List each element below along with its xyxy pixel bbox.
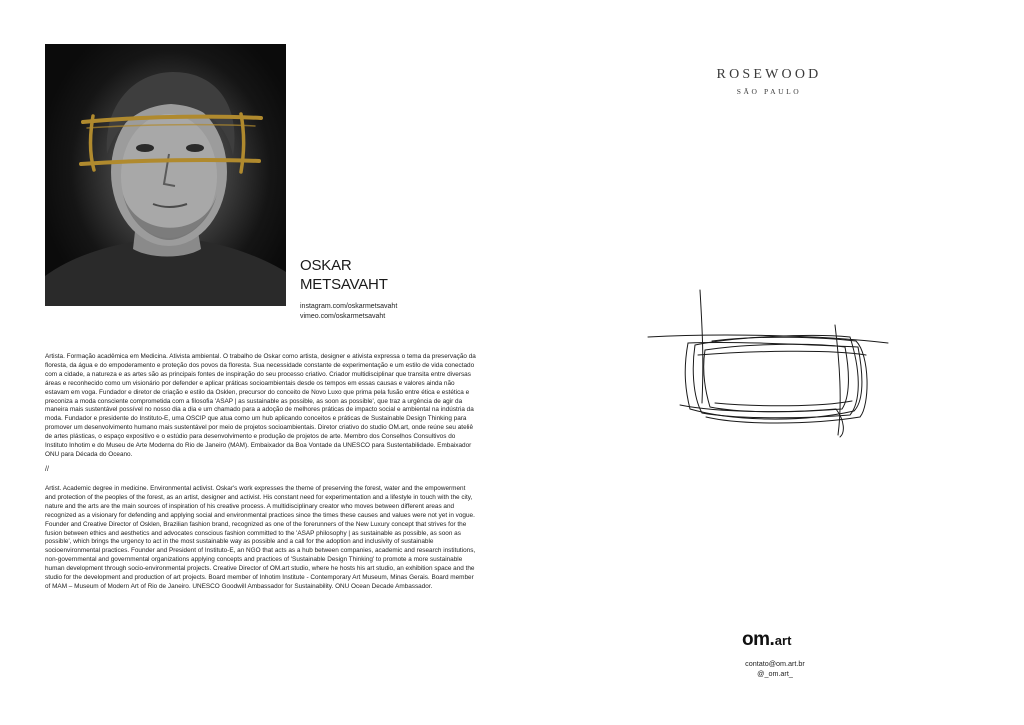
rosewood-logo (688, 67, 850, 96)
contact-handle[interactable]: @_om.art_ (757, 669, 793, 678)
signature-scribble (640, 285, 900, 445)
artist-links (300, 302, 397, 321)
studio-contact (735, 659, 815, 679)
artist-portrait (45, 44, 286, 306)
artist-name-last: METSAVAHT (300, 276, 388, 293)
omart-logo-art: art (774, 633, 792, 648)
omart-logo-dot: . (769, 629, 775, 650)
instagram-link[interactable]: instagram.com/oskarmetsavaht (300, 303, 398, 310)
artist-name-first: OSKAR (300, 257, 352, 274)
artist-name (300, 256, 480, 294)
omart-logo (742, 629, 791, 651)
portrait-illustration (45, 44, 286, 306)
bio-english: Artist. Academic degree in medicine. Environmental activist. Oskar's work expresses the theme of preserving the forest, water and the empowerment and protection of the peoples of the forest, as an artist, designer and activist. His constant need for experimentation and a lifestyle in touch with the city, nature and the arts are the main sources of inspiration of his creative process. A multidisciplinary creator who moves between different areas and recognized as a visionary for defending and applying social and environmental practices since the times these causes and values were not yet in vogue. Founder and Creative Director of Osklen, Brazilian fashion brand, recognized as one of the forerunners of the New Luxury concept that strives for the fusion between ethics and aesthetics and advocates conscious fashion committed to the 'ASAP philosophy | as sustainable as possible, as soon as possible', which brings the urgency to act in the most sustainable way as possible and a call for the adoption and inclusivity of sustainable socioenvironmental practices. Founder and President of Instituto-E, an NGO that acts as a hub between companies, academic and research institutions, non-governmental and governmental organizations applying concepts and practices of 'Sustainable Design Thinking' to promote a more sustainable human development through socio-environmental projects. Creative Director of OM.art studio, where he hosts his art studio, an exhibition space and the studio for the development and production of art projects. Board member of Inhotim Institute - Contemporary Art Museum, Minas Gerais. Board member of MAM – Museum of Modern Art of Rio de Janeiro. UNESCO Goodwill Ambassador for Sustainability. ONU Ocean Decade Ambassador. (45, 485, 476, 590)
contact-email[interactable]: contato@om.art.br (745, 659, 805, 668)
language-separator: // (45, 466, 49, 473)
bio-portuguese: Artista. Formação acadêmica em Medicina. Ativista ambiental. O trabalho de Oskar como artista, designer e ativista expressa o tema da preservação da floresta, da água e do empoderamento e proteção dos povos da floresta. Sua necessidade constante de experimentação e um estilo de vida conectado com a cidade, a natureza e as artes são as principais fontes de inspiração do seu processo criativo. Criador multidisciplinar que transita entre diversas áreas e reconhecido como um visionário por defender e aplicar práticas socioambientais desde os tempos em essas causas e valores ainda não estavam em voga. Fundador e diretor de criação e estilo da Osklen, precursor do conceito de Novo Luxo que prima pela fusão entre ética e estética e preconiza a moda consciente comprometida com a filosofia 'ASAP | as sustainable as possible, as soon as possible', que traz a urgência de agir da maneira mais sustentável possível no nosso dia a dia e um chamado para a adoção de melhores práticas de impacto social e ambiental na indústria da moda. Fundador e presidente do Instituto-E, uma OSCIP que atua como um hub aplicando conceitos e práticas de Sustainable Design Thinking para promover um desenvolvimento humano mais sustentável por meio de projetos socioambientais. Diretor criativo do studio OM.art, onde reúne seu ateliê de artes plásticas, o espaço expositivo e o estúdio para desenvolvimento e produção de projetos de arte. Membro dos Conselhos Consultivos do Instituto Inhotim e do Museu de Arte Moderna do Rio de Janeiro (MAM). Embaixador da Boa Vontade da UNESCO para Sustentabilidade. Embaixador ONU para Década do Oceano. (45, 353, 476, 458)
vimeo-link[interactable]: vimeo.com/oskarmetsavaht (300, 312, 386, 320)
rosewood-brand-name: ROSEWOOD (716, 67, 822, 82)
omart-logo-om: om (742, 629, 770, 650)
rosewood-city: SÃO PAULO (736, 87, 802, 96)
